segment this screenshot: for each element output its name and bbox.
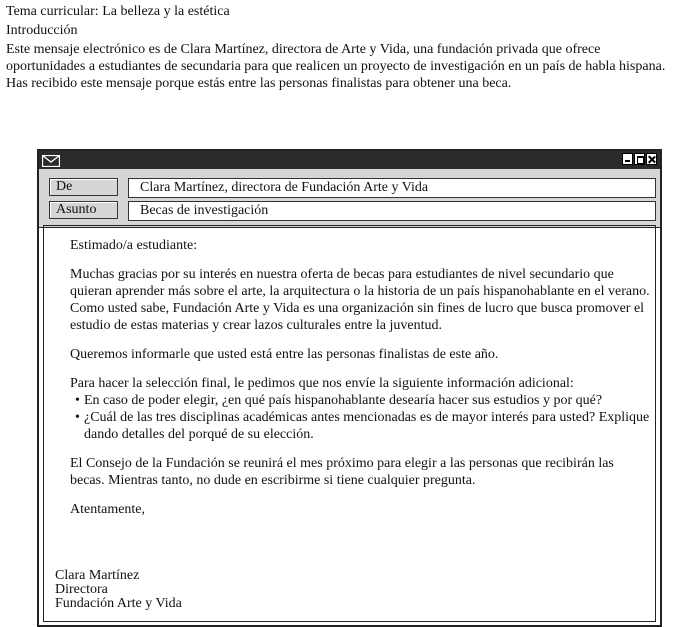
title-bar bbox=[39, 151, 660, 169]
topic-line: Tema curricular: La belleza y la estética bbox=[6, 4, 230, 19]
closing: Atentamente, bbox=[70, 502, 146, 517]
signature-org: Fundación Arte y Vida bbox=[55, 596, 182, 611]
maximize-icon[interactable] bbox=[634, 153, 645, 165]
list-item: • En caso de poder elegir, ¿en qué país hispanohablante desearía hacer sus estudios y por qué? bbox=[70, 392, 650, 409]
signature bbox=[55, 569, 182, 611]
minimize-icon[interactable] bbox=[622, 153, 633, 165]
paragraph-council: El Consejo de la Fundación se reunirá el mes próximo para elegir a las personas que recibirán las becas. Mientras tanto, no dude en escribirme si tiene cualquier pregunta. bbox=[70, 456, 614, 488]
from-field[interactable]: Clara Martínez, directora de Fundación Arte y Vida bbox=[128, 178, 656, 198]
list-item: • ¿Cuál de las tres disciplinas académicas antes mencionadas es de mayor interés para usted? Explique dando detalles del porqué de su elección. bbox=[70, 409, 650, 443]
section-heading: Introducción bbox=[6, 23, 78, 38]
signature-name: Clara Martínez bbox=[55, 568, 140, 583]
subject-field[interactable]: Becas de investigación bbox=[128, 201, 656, 221]
greeting: Estimado/a estudiante: bbox=[70, 238, 198, 253]
email-content bbox=[70, 237, 650, 530]
from-label: De bbox=[49, 178, 118, 196]
paragraph-finalist: Queremos informarle que usted está entre las personas finalistas de este año. bbox=[70, 347, 499, 362]
close-icon[interactable] bbox=[646, 153, 657, 165]
window-controls bbox=[622, 153, 657, 165]
subject-label: Asunto bbox=[49, 201, 118, 219]
paragraph-request: Para hacer la selección final, le pedimos que nos envíe la siguiente información adicional: bbox=[70, 376, 574, 391]
intro-text: Este mensaje electrónico es de Clara Martínez, directora de Arte y Vida, una fundación privada que ofrece oportunidades a estudiantes de secundaria para que realicen un proyecto de investigación en un país de habla hispana. Has recibido este mensaje porque estás entre las personas finalistas para obtener una beca. bbox=[6, 42, 666, 91]
from-row bbox=[49, 178, 656, 198]
email-headers bbox=[39, 169, 660, 228]
intro bbox=[6, 3, 671, 94]
paragraph-interest: Muchas gracias por su interés en nuestra oferta de becas para estudiantes de nivel secundario que quieran aprender más sobre el arte, la arquitectura o la historia de un país hispanohablante en el verano. Como usted sabe, Fundación Arte y Vida es una organización sin fines de lucro que busca promover el estudio de estas materias y crear lazos culturales entre la juventud. bbox=[70, 267, 650, 333]
signature-title: Directora bbox=[55, 582, 108, 597]
question-list bbox=[70, 392, 650, 443]
email-window bbox=[37, 149, 662, 627]
email-body bbox=[43, 225, 656, 622]
subject-row bbox=[49, 201, 656, 221]
envelope-icon bbox=[42, 154, 60, 172]
